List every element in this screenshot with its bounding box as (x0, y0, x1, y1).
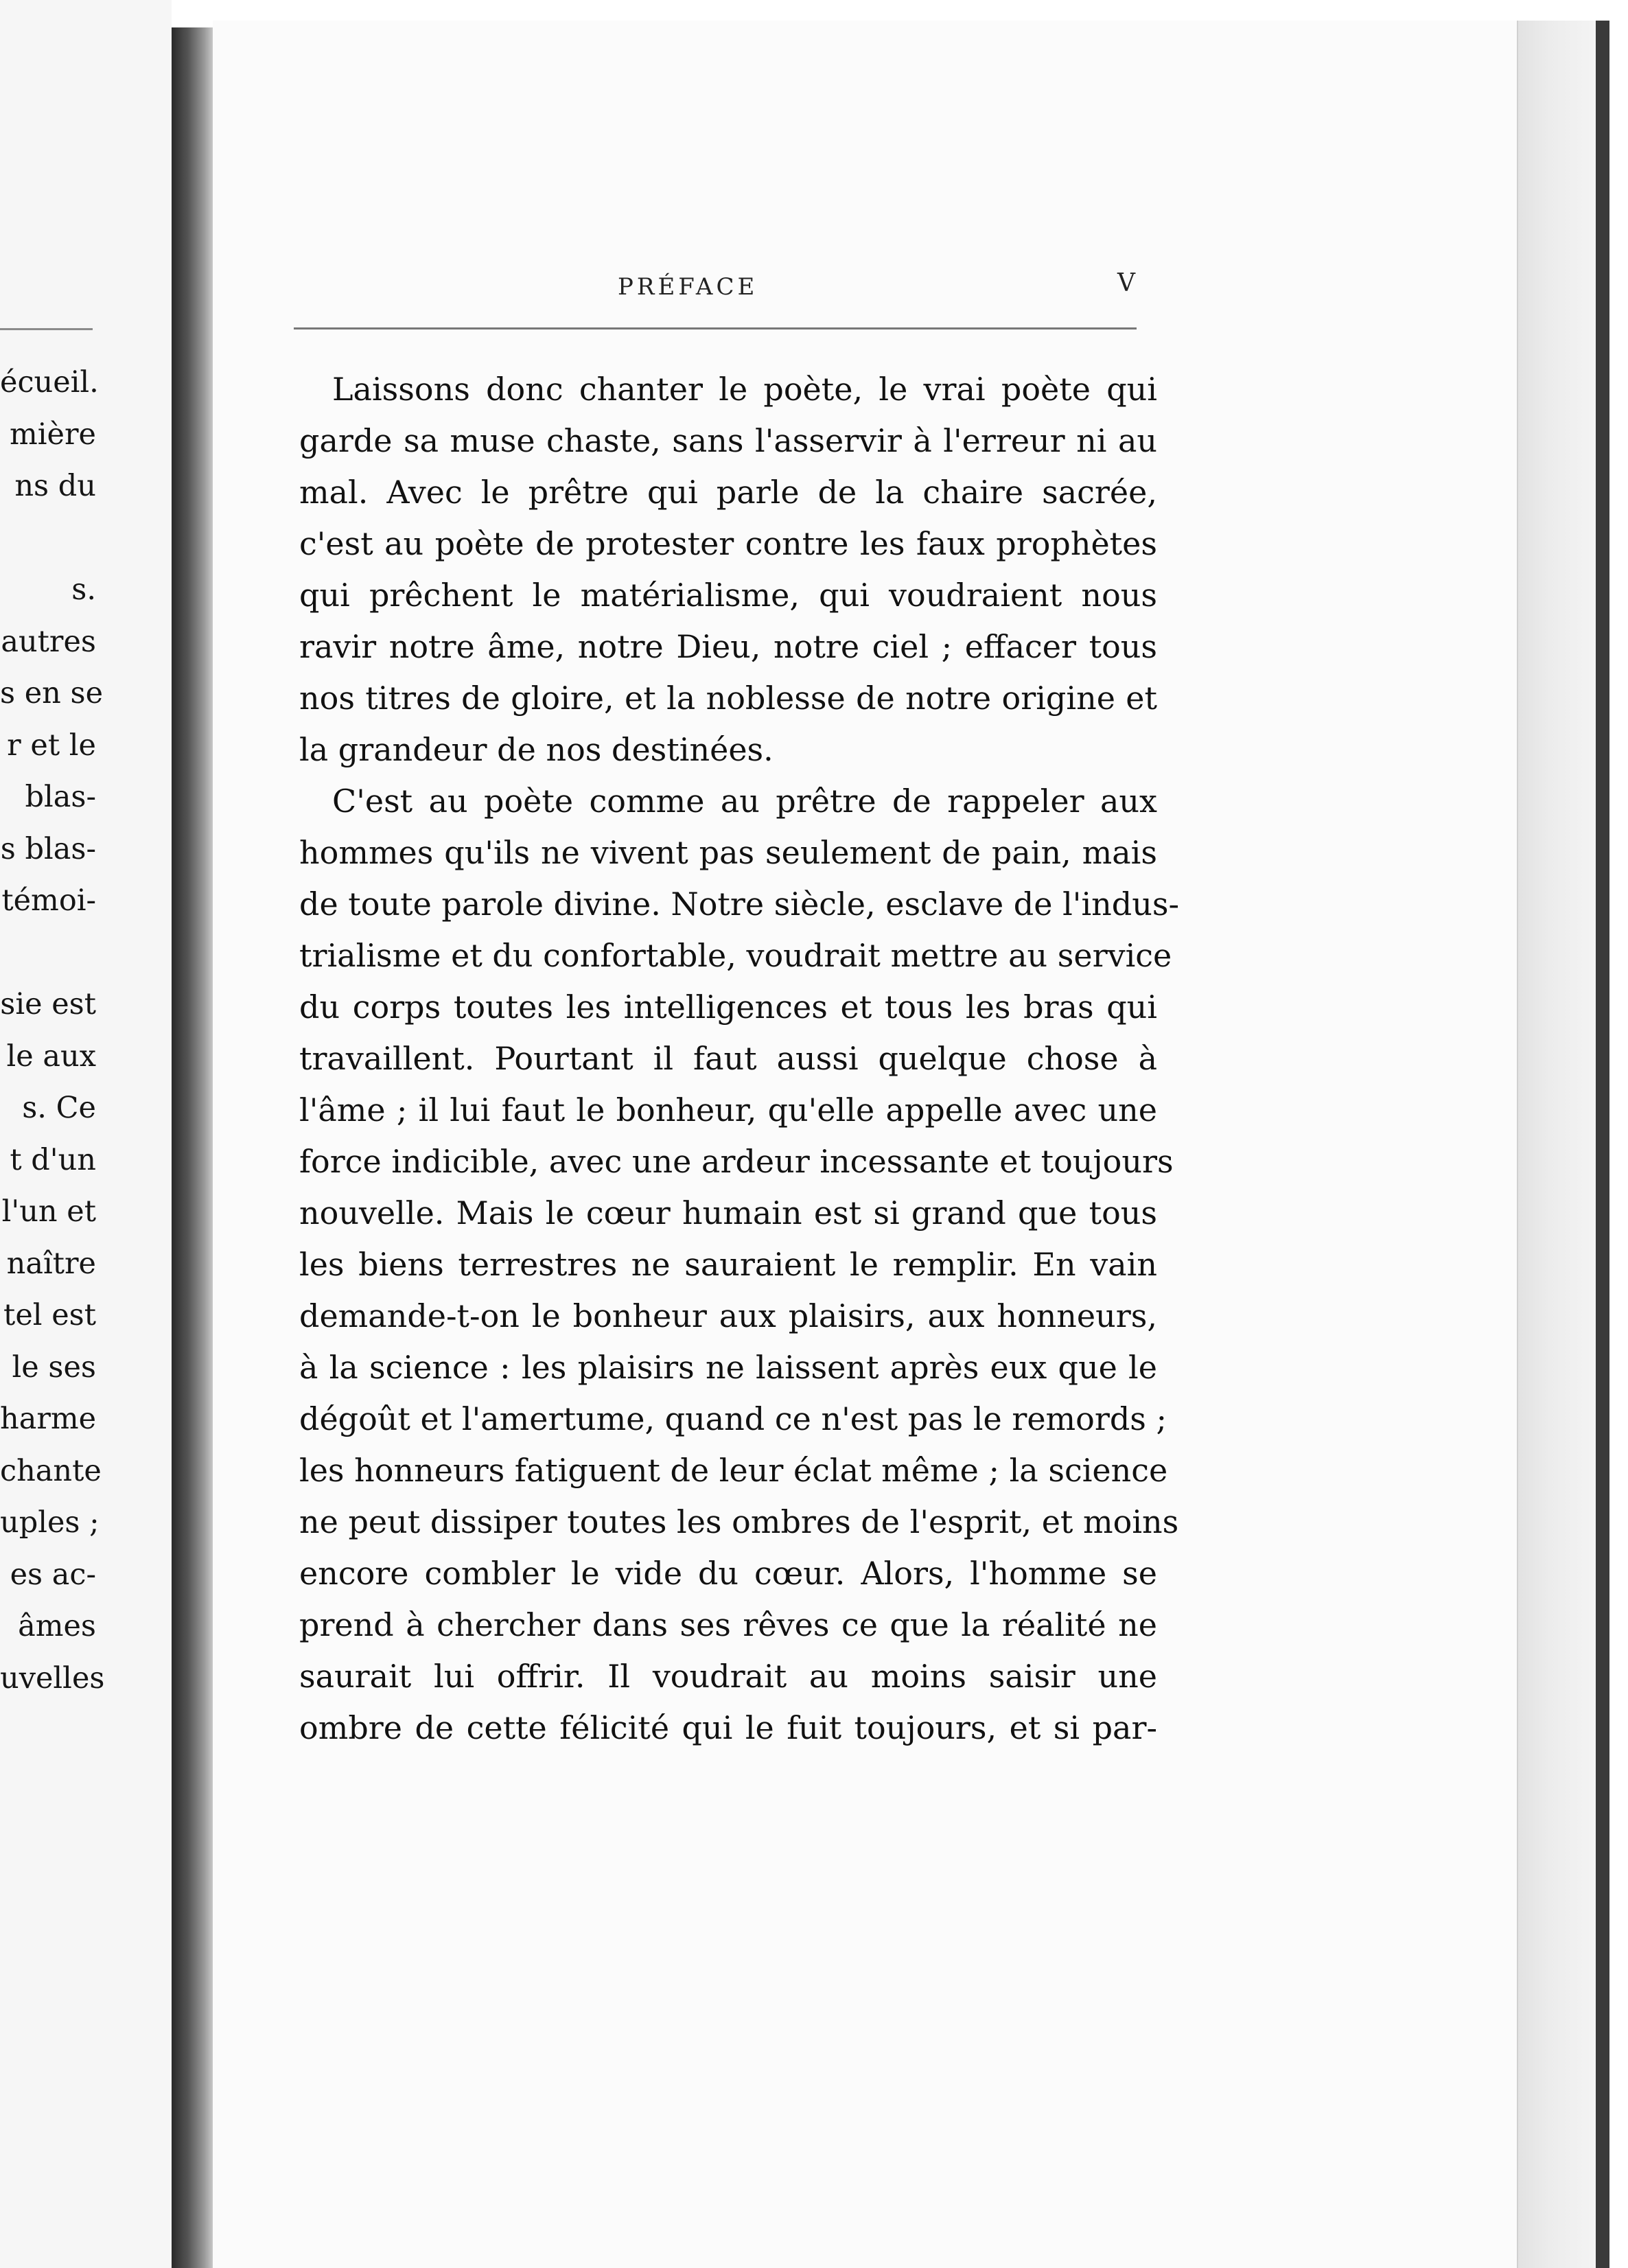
previous-page (0, 0, 172, 2268)
text-line: nouvelle. Mais le cœur humain est si grand que tous (299, 1194, 1157, 1231)
previous-page-line: s. (71, 572, 96, 607)
previous-page-line: s en se (0, 676, 104, 710)
previous-page-line: harme (0, 1402, 97, 1436)
previous-page-line: uples ; (0, 1505, 100, 1540)
previous-page-line: témoi- (1, 883, 96, 918)
previous-page-line (0, 513, 96, 565)
book-gutter (172, 27, 213, 2268)
body-text (299, 364, 1180, 1754)
text-line: du corps toutes les intelligences et tous les bras qui (299, 988, 1157, 1026)
previous-page-line: tel est (3, 1298, 96, 1332)
previous-page-line: écueil. (0, 365, 99, 400)
text-line: la grandeur de nos destinées. (299, 731, 774, 768)
text-line: c'est au poète de protester contre les faux prophètes (299, 525, 1157, 562)
text-line: l'âme ; il lui faut le bonheur, qu'elle appelle avec une (299, 1091, 1157, 1129)
previous-page-line: naître (6, 1246, 96, 1281)
text-line: C'est au poète comme au prêtre de rappeler aux (332, 783, 1157, 820)
text-line: travaillent. Pourtant il faut aussi quelque chose à (299, 1040, 1157, 1077)
previous-page-line: uvelles (0, 1660, 105, 1696)
text-line: les biens terrestres ne sauraient le remplir. En vain (299, 1246, 1157, 1283)
text-line: ombre de cette félicité qui le fuit toujours, et si par- (299, 1709, 1157, 1746)
text-line: nos titres de gloire, et la noblesse de notre origine et (299, 680, 1157, 717)
previous-page-line: le ses (12, 1350, 96, 1385)
previous-page-line: âmes (18, 1609, 96, 1643)
previous-page-line: r et le (7, 728, 96, 763)
text-line: de toute parole divine. Notre siècle, esclave de l'indus- (299, 886, 1180, 923)
text-line: qui prêchent le matérialisme, qui voudraient nous (299, 577, 1157, 614)
previous-page-line: blas- (25, 780, 96, 814)
text-line: les honneurs fatiguent de leur éclat même ; la science (299, 1452, 1168, 1489)
previous-page-line (0, 927, 96, 980)
previous-page-head-rule (0, 328, 93, 330)
text-line: demande-t-on le bonheur aux plaisirs, aux honneurs, (299, 1297, 1157, 1334)
text-line: prend à chercher dans ses rêves ce que la réalité ne (299, 1606, 1157, 1643)
previous-page-text (0, 357, 105, 1704)
text-line: saurait lui offrir. Il voudrait au moins saisir une (299, 1658, 1157, 1695)
text-line: force indicible, avec une ardeur incessante et toujours (299, 1143, 1174, 1180)
previous-page-line: sie est (0, 987, 96, 1021)
text-line: à la science : les plaisirs ne laissent après eux que le (299, 1349, 1157, 1386)
text-line: garde sa muse chaste, sans l'asservir à l'erreur ni au (299, 422, 1157, 459)
previous-page-line: s. Ce (22, 1091, 96, 1125)
paragraph-2 (299, 776, 1180, 1754)
text-line: ravir notre âme, notre Dieu, notre ciel ; effacer tous (299, 628, 1157, 665)
previous-page-line: es ac- (10, 1557, 96, 1592)
paragraph-1 (299, 364, 1157, 776)
text-line: hommes qu'ils ne vivent pas seulement de pain, mais (299, 834, 1157, 871)
text-line: Laissons donc chanter le poète, le vrai poète qui (332, 371, 1157, 408)
previous-page-line: s blas- (0, 831, 96, 866)
header-rule (294, 327, 1137, 329)
book-cover-edge (1596, 21, 1609, 2268)
text-line: ne peut dissiper toutes les ombres de l'esprit, et moins (299, 1503, 1179, 1540)
previous-page-line: chante (0, 1453, 102, 1488)
previous-page-line: le aux (6, 1039, 96, 1074)
text-line: encore combler le vide du cœur. Alors, l'homme se (299, 1555, 1157, 1592)
previous-page-line: l'un et (1, 1194, 96, 1229)
page-number: V (1117, 269, 1135, 297)
previous-page-line: ns du (14, 469, 96, 503)
previous-page-line: mière (10, 417, 96, 452)
text-line: dégoût et l'amertume, quand ce n'est pas le remords ; (299, 1400, 1167, 1437)
previous-page-line: t d'un (10, 1142, 96, 1177)
previous-page-line: autres (1, 624, 96, 659)
running-head: PRÉFACE (618, 273, 758, 301)
page-stack-edge (1517, 21, 1597, 2268)
text-line: mal. Avec le prêtre qui parle de la chaire sacrée, (299, 474, 1157, 511)
text-line: trialisme et du confortable, voudrait mettre au service (299, 937, 1172, 974)
